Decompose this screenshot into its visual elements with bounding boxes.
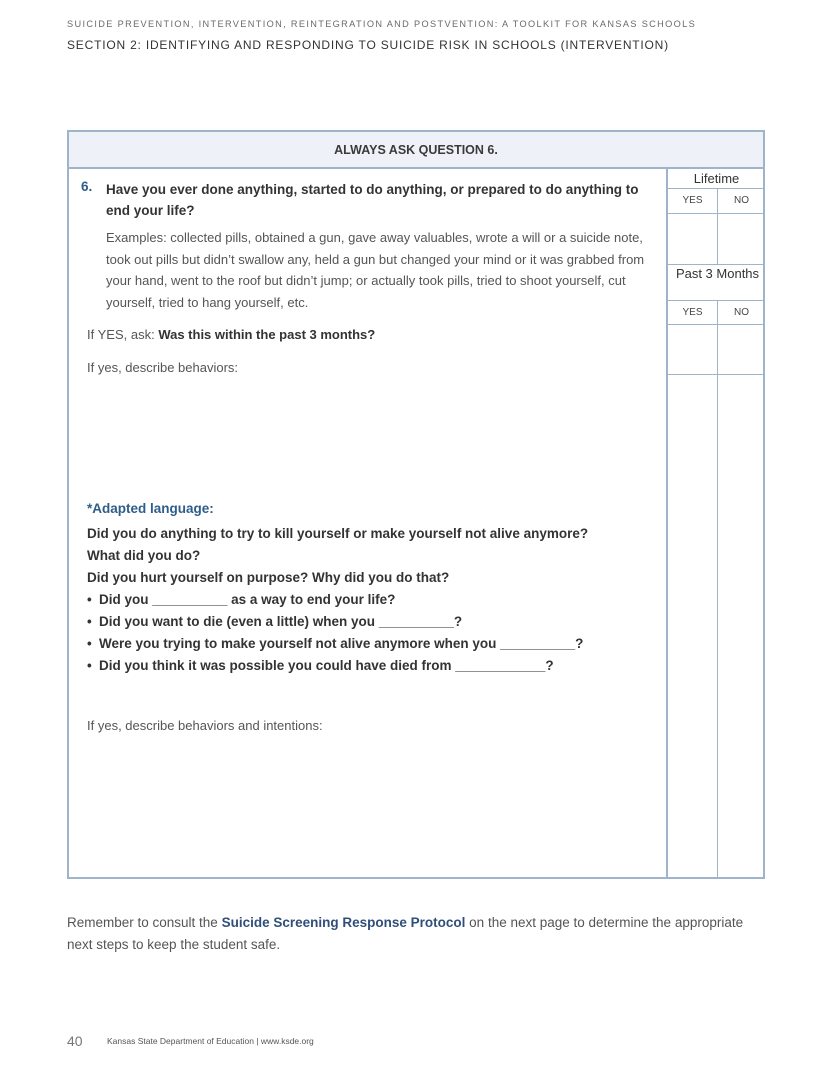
divider — [668, 374, 765, 375]
bullet-icon: • — [87, 636, 92, 651]
remember-suffix: on the next page to determine the appropriate next steps to keep the student safe. — [67, 915, 744, 952]
bullet-icon: • — [87, 658, 92, 673]
past-3-months-no-label: NO — [734, 307, 749, 318]
footer-text: Kansas State Department of Education | www.ksde.org — [107, 1036, 314, 1046]
remember-prefix: Remember to consult the — [67, 915, 218, 930]
question-text: Have you ever done anything, started to do anything, or prepared to do anything to end your life? — [106, 182, 639, 218]
if-yes-ask — [87, 327, 375, 342]
section-title: SECTION 2: IDENTIFYING AND RESPONDING TO SUICIDE RISK IN SCHOOLS (INTERVENTION) — [67, 38, 669, 52]
toolkit-title: SUICIDE PREVENTION, INTERVENTION, REINTEGRATION AND POSTVENTION: A TOOLKIT FOR KANSAS SCHOOLS — [67, 19, 697, 29]
lifetime-yes-label: YES — [682, 195, 703, 206]
adapted-bullet-text: Did you want to die (even a little) when you __________? — [99, 614, 463, 629]
lifetime-yes-checkbox[interactable] — [668, 214, 717, 263]
lifetime-no-label: NO — [734, 195, 749, 206]
adapted-bullet — [87, 633, 657, 655]
divider — [668, 264, 765, 265]
if-yes-ask-prefix: If YES, ask: — [87, 327, 155, 342]
lifetime-header: Lifetime — [693, 171, 740, 186]
always-ask-banner: ALWAYS ASK QUESTION 6. — [69, 132, 763, 169]
page-number: 40 — [67, 1033, 83, 1049]
adapted-bullet — [87, 655, 657, 677]
adapted-line: What did you do? — [87, 548, 201, 563]
adapted-bullet — [87, 589, 657, 611]
describe-behaviors-intentions-prompt[interactable]: If yes, describe behaviors and intentions: — [87, 718, 323, 733]
question-number: 6. — [81, 179, 93, 194]
question-examples: Examples: collected pills, obtained a gun, gave away valuables, wrote a will or a suicide note, took out pills but didn’t swallow any, held a gun but changed your mind or it was grabbed from your hand, went to the roof but didn’t jump; or actually took pills, tried to shoot yourself, cut yourself, tried to hang yourself, etc. — [106, 230, 645, 310]
adapted-line: Did you hurt yourself on purpose? Why did you do that? — [87, 570, 450, 585]
adapted-bullet — [87, 611, 657, 633]
describe-behaviors-prompt[interactable]: If yes, describe behaviors: — [87, 360, 239, 375]
past-3-months-yes-label: YES — [682, 307, 703, 318]
answer-columns — [666, 167, 765, 877]
if-yes-ask-question: Was this within the past 3 months? — [158, 327, 376, 342]
remember-note — [67, 912, 767, 956]
lifetime-no-checkbox[interactable] — [718, 214, 766, 263]
protocol-link[interactable]: Suicide Screening Response Protocol — [221, 915, 466, 930]
bullet-icon: • — [87, 592, 92, 607]
question-6-form — [67, 130, 765, 879]
adapted-language-title: *Adapted language: — [87, 501, 214, 516]
divider — [717, 300, 718, 877]
adapted-bullet-text: Did you think it was possible you could have died from ____________? — [99, 658, 554, 673]
past-3-months-yes-checkbox[interactable] — [668, 325, 717, 373]
past-3-months-header: Past 3 Months — [675, 266, 760, 281]
adapted-bullet-text: Did you __________ as a way to end your life? — [99, 592, 396, 607]
adapted-line: Did you do anything to try to kill yourself or make yourself not alive anymore? — [87, 526, 589, 541]
bullet-icon: • — [87, 614, 92, 629]
adapted-bullet-text: Were you trying to make yourself not alive anymore when you __________? — [99, 636, 584, 651]
adapted-language-list — [87, 523, 657, 677]
past-3-months-no-checkbox[interactable] — [718, 325, 766, 373]
